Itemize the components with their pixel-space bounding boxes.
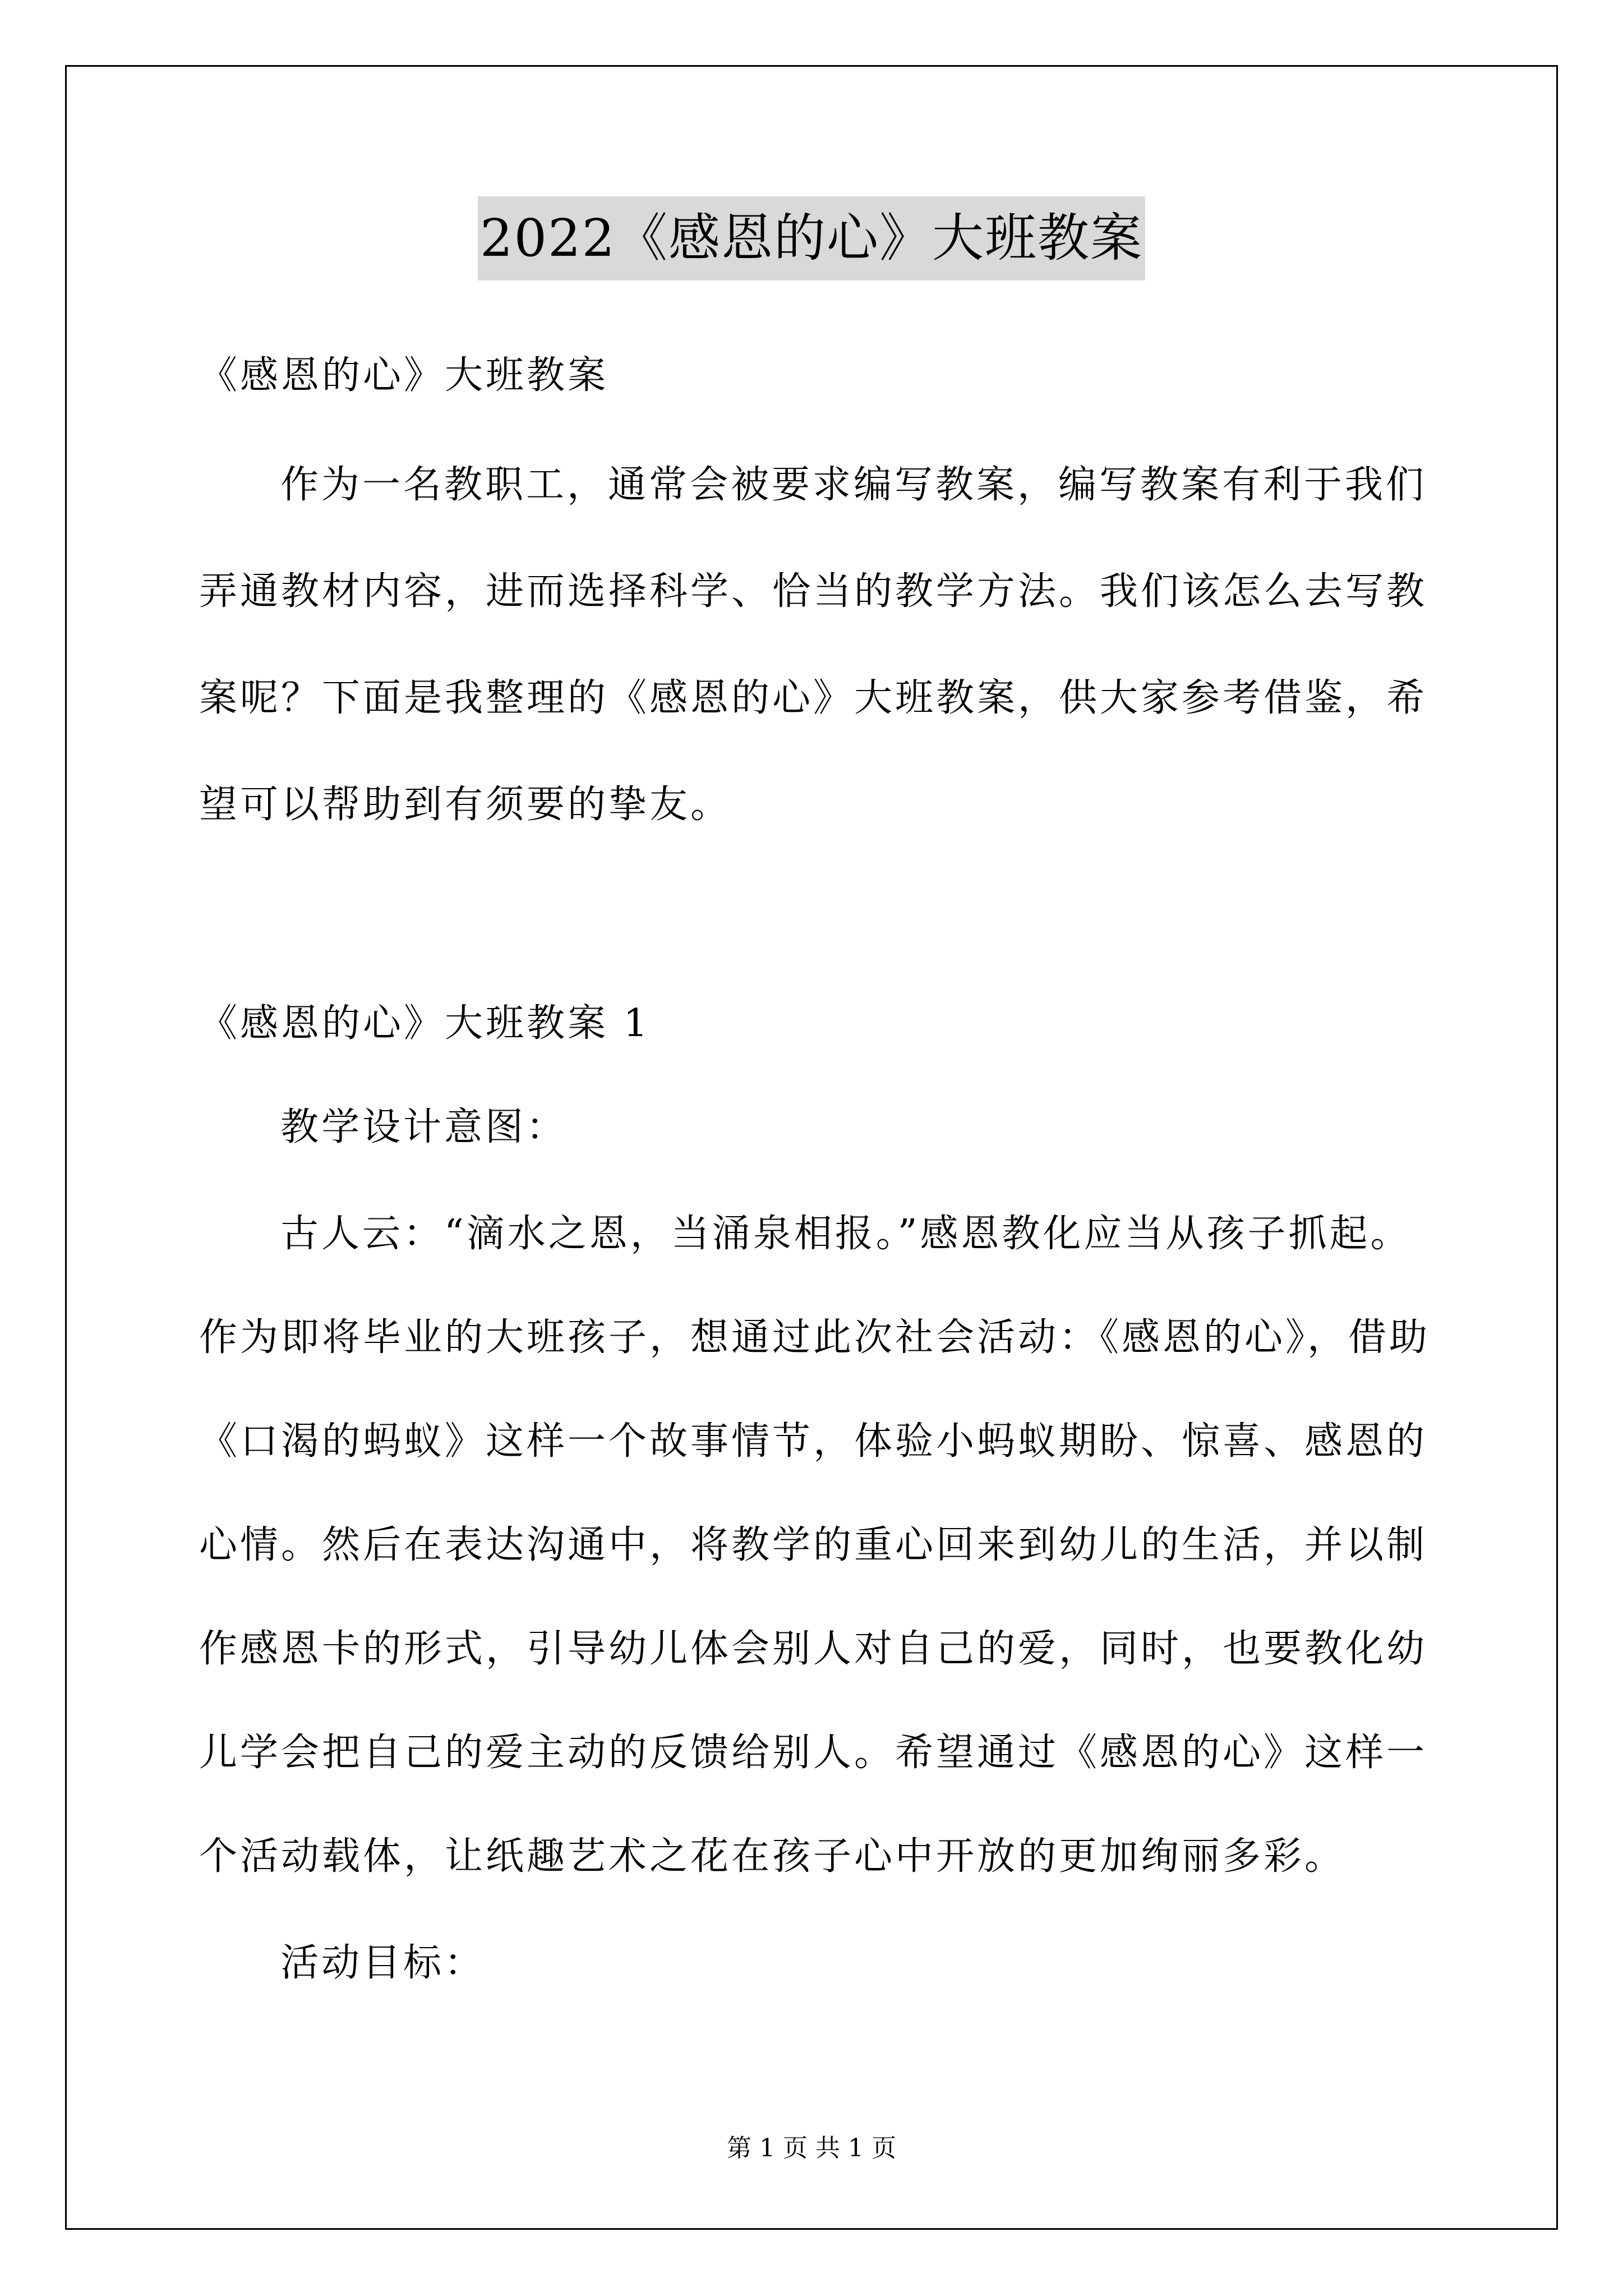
body-line-4: 心情。然后在表达沟通中，将教学的重心回来到幼儿的生活，并以制 [199,1523,1428,1567]
design-intent-heading: 教学设计意图： [280,1105,568,1149]
intro-line-1: 作为一名教职工，通常会被要求编写教案，编写教案有利于我们 [280,463,1427,507]
body-line-5: 作感恩卡的形式，引导幼儿体会别人对自己的爱，同时，也要教化幼 [199,1627,1428,1671]
subtitle-heading: 《感恩的心》大班教案 [199,353,609,398]
intro-line-4: 望可以帮助到有须要的挚友。 [199,783,732,827]
page-number-footer: 第 1 页 共 1 页 [727,2134,896,2162]
body-line-7: 个活动载体，让纸趣艺术之花在孩子心中开放的更加绚丽多彩。 [199,1834,1346,1879]
document-title: 2022《感恩的心》大班教案 [478,196,1145,280]
body-line-1: 古人云：“滴水之恩，当涌泉相报。”感恩教化应当从孩子抓起。 [280,1212,1412,1256]
body-line-3: 《口渴的蚂蚁》这样一个故事情节，体验小蚂蚁期盼、惊喜、感恩的 [199,1419,1428,1464]
intro-line-3: 案呢？下面是我整理的《感恩的心》大班教案，供大家参考借鉴，希 [199,676,1428,720]
body-line-2: 作为即将毕业的大班孩子，想通过此次社会活动：《感恩的心》，借助 [199,1315,1431,1360]
body-line-6: 儿学会把自己的爱主动的反馈给别人。希望通过《感恩的心》这样一 [199,1731,1428,1775]
intro-line-2: 弄通教材内容，进而选择科学、恰当的教学方法。我们该怎么去写教 [199,569,1428,614]
activity-goals-heading: 活动目标： [280,1941,486,1985]
section-heading: 《感恩的心》大班教案 1 [199,1001,651,1046]
title-container [0,196,1623,280]
